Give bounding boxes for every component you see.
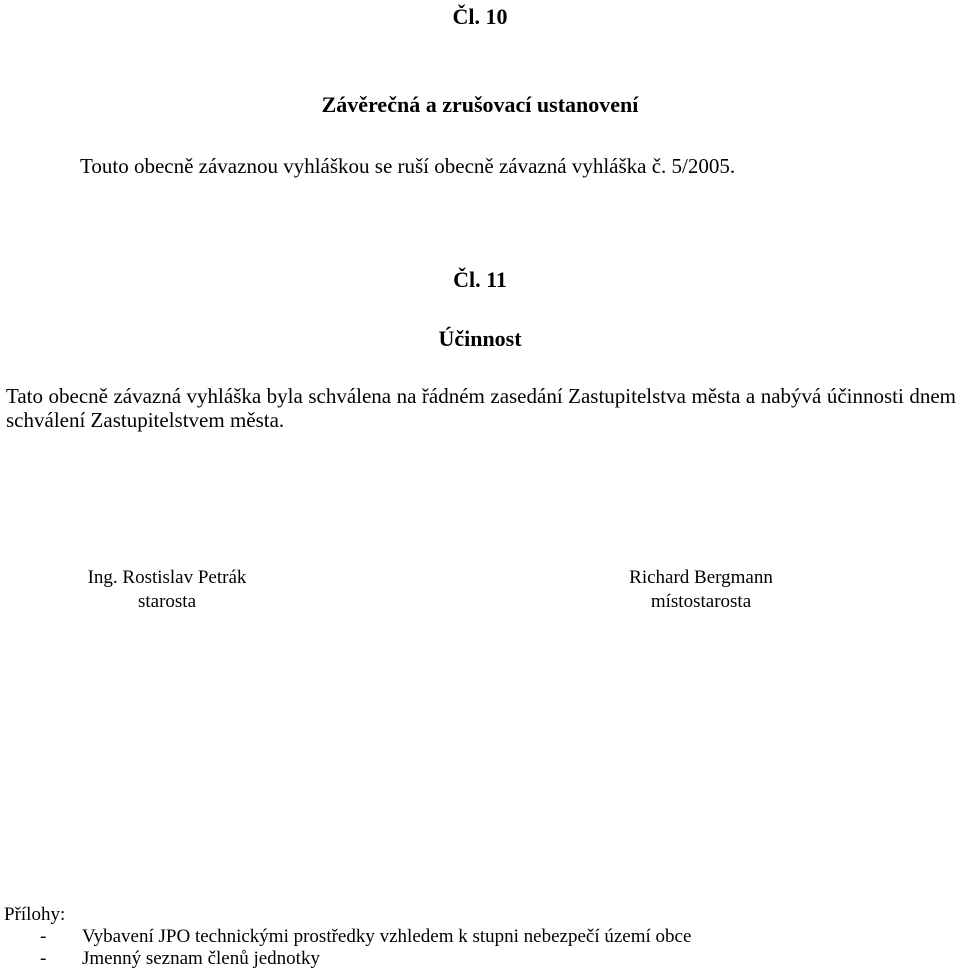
list-item <box>4 926 691 948</box>
article-11-text: Tato obecně závazná vyhláška byla schválena na řádném zasedání Zastupitelstva města a nabývá účinnosti dnem schválení Zastupitelstvem města. <box>6 384 956 432</box>
article-10-heading: Čl. 10 <box>452 4 508 29</box>
list-dash: - <box>40 948 47 969</box>
list-item <box>4 948 691 970</box>
signature-block-deputy-mayor <box>596 566 806 614</box>
annex-item-text: Jmenný seznam členů jednotky <box>82 948 320 969</box>
article-11-heading: Čl. 11 <box>453 267 507 292</box>
annexes-section <box>4 904 691 970</box>
signature-name: Richard Bergmann <box>629 567 773 588</box>
list-dash: - <box>40 926 47 947</box>
article-11-title: Účinnost <box>438 326 522 351</box>
signature-role: místostarosta <box>650 591 752 612</box>
article-10-title: Závěrečná a zrušovací ustanovení <box>321 92 639 117</box>
signature-name: Ing. Rostislav Petrák <box>87 567 247 588</box>
signature-block-mayor <box>62 566 272 614</box>
annexes-label: Přílohy: <box>4 904 66 925</box>
signature-role: starosta <box>137 591 197 612</box>
article-10-text: Touto obecně závaznou vyhláškou se ruší obecně závazná vyhláška č. 5/2005. <box>80 154 736 178</box>
annex-item-text: Vybavení JPO technickými prostředky vzhledem k stupni nebezpečí území obce <box>82 926 692 947</box>
